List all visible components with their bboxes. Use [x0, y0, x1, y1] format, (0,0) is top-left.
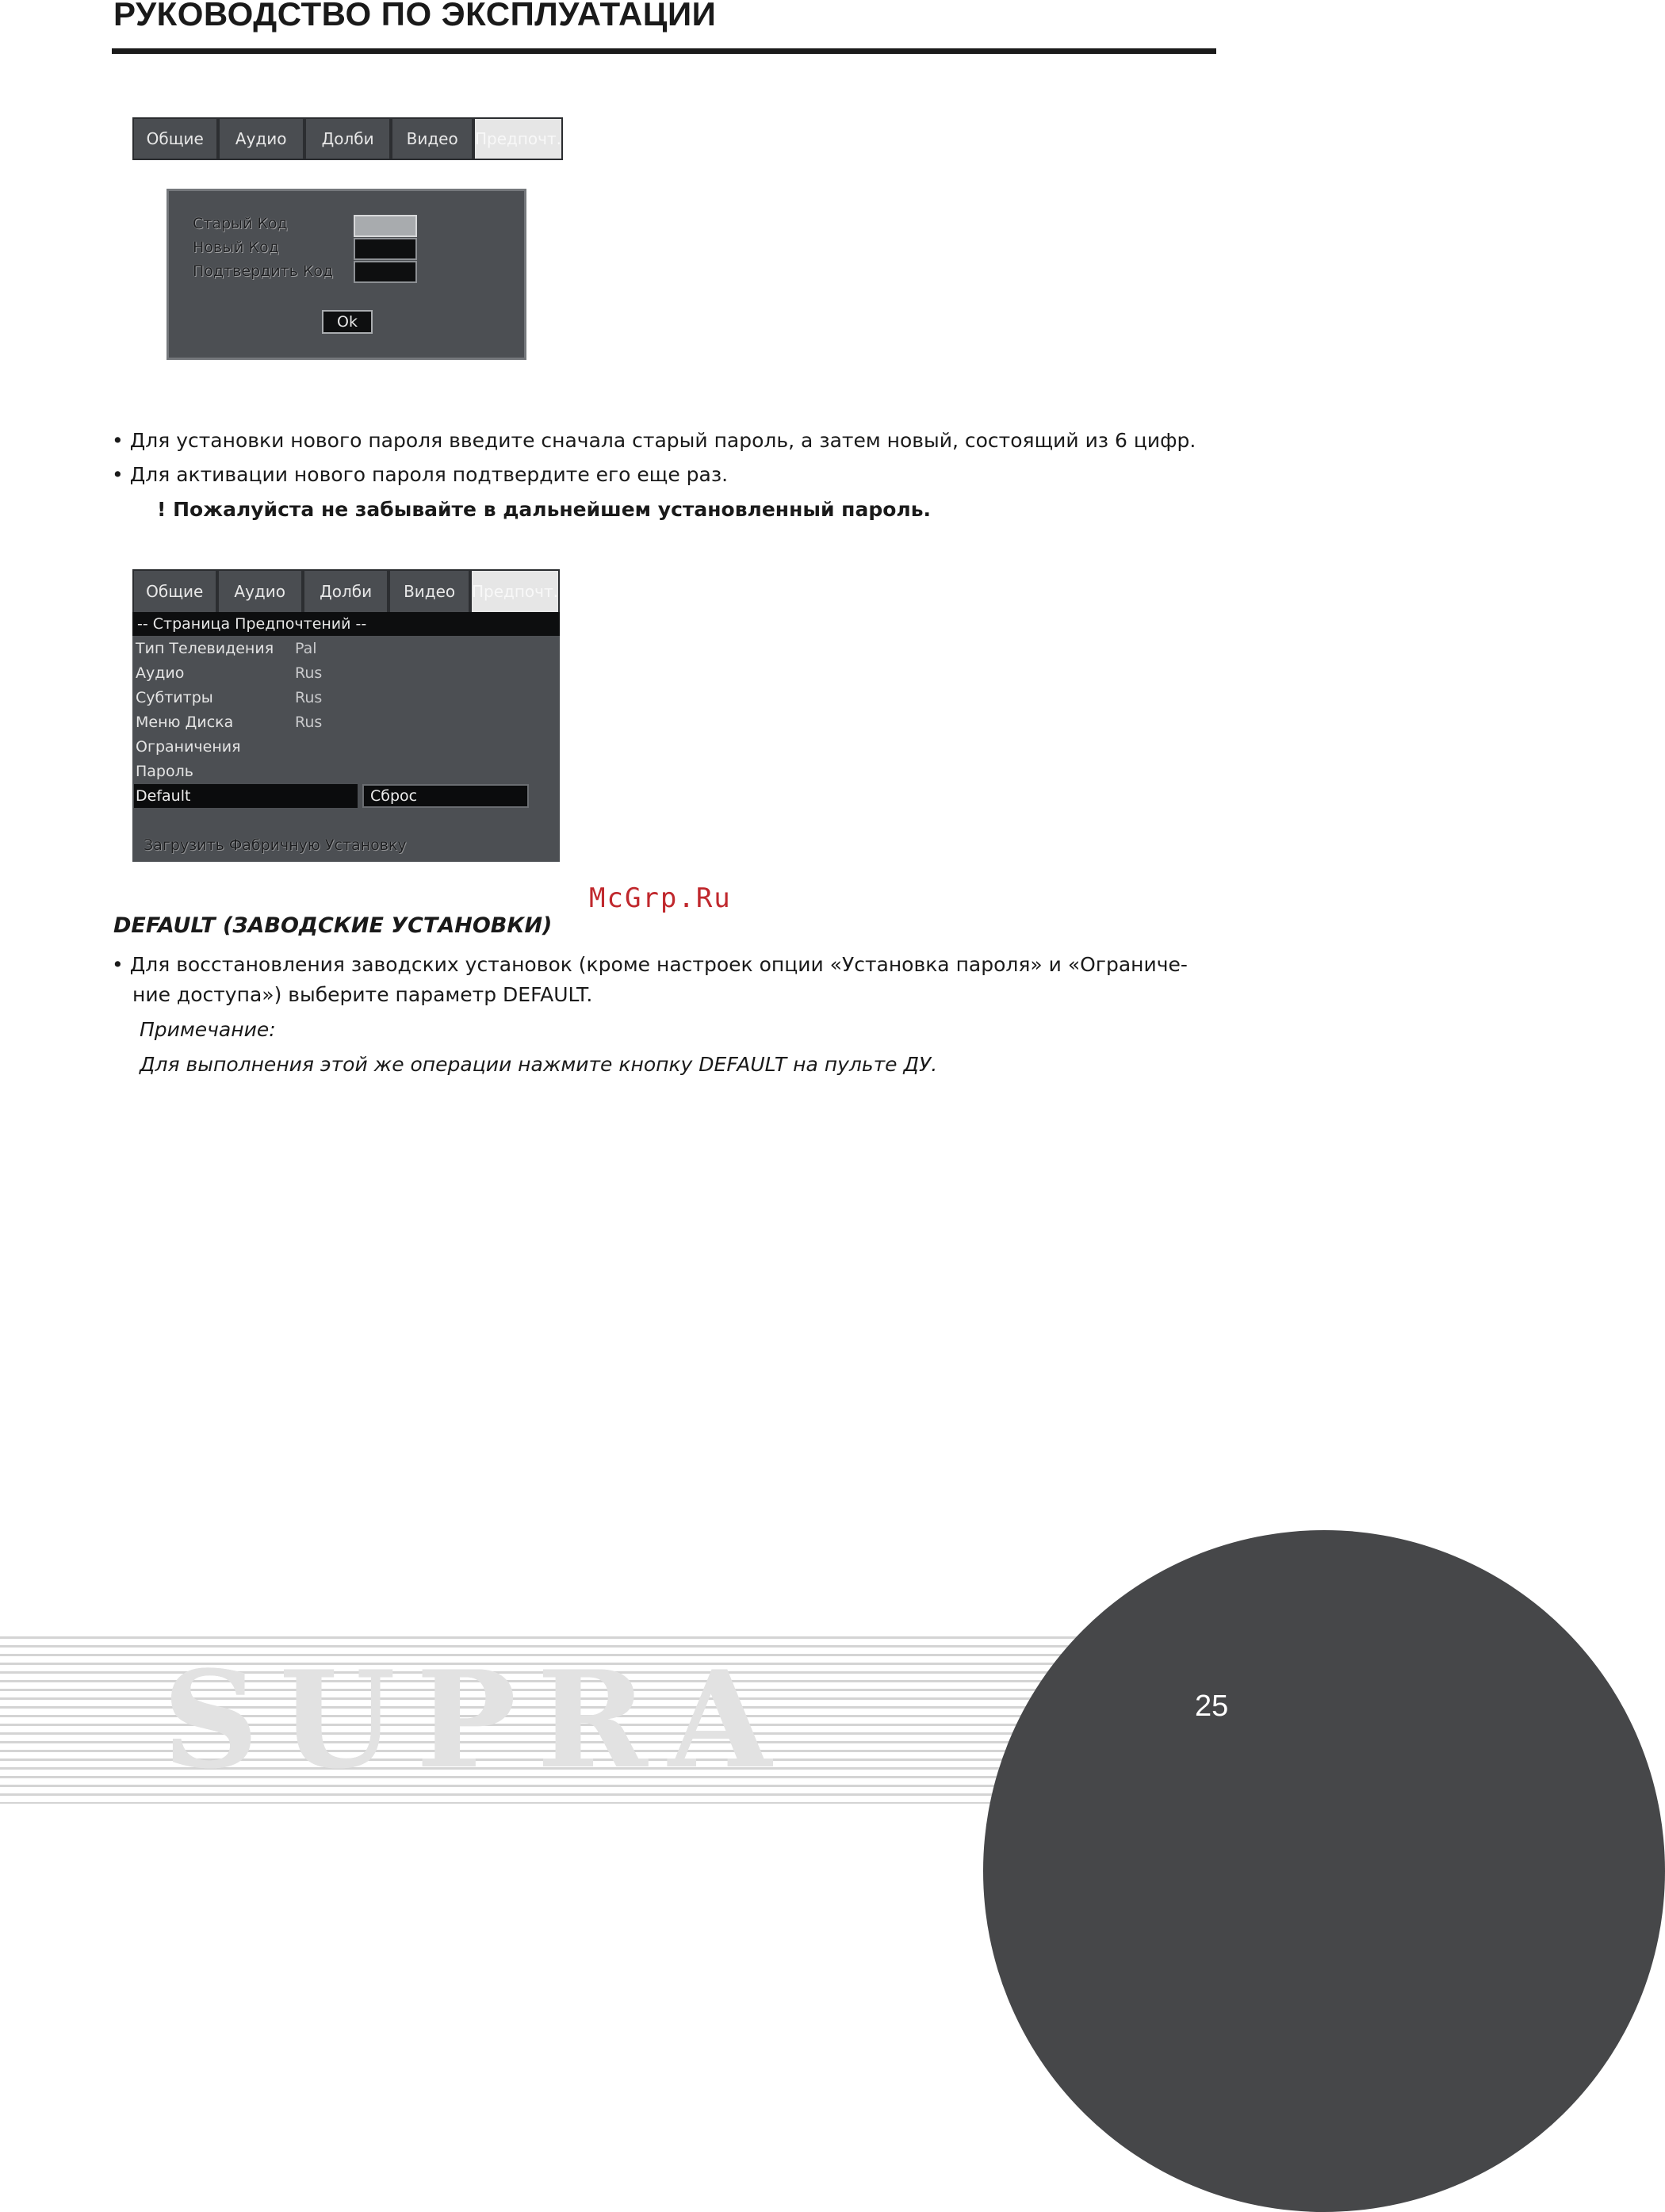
note-label: Примечание:	[140, 1018, 276, 1041]
default-text-line-1: • Для восстановления заводских установок (кроме настроек опции «Установка пароля» и «Ограниче-	[112, 953, 1188, 976]
pref-row-disc-menu[interactable]	[136, 710, 323, 734]
old-code-label: Старый Код	[193, 215, 288, 232]
ok-button[interactable]: Ok	[322, 310, 373, 334]
password-dialog	[166, 189, 526, 360]
page-number: 25	[1195, 1690, 1229, 1723]
pref-label: Пароль	[136, 763, 193, 780]
tab-preferences[interactable]: Предпочт.	[472, 571, 558, 612]
pref-row-restrictions[interactable]	[136, 735, 241, 759]
instruction-line-1: • Для установки нового пароля введите сначала старый пароль, а затем новый, состоящий из 6 цифр.	[112, 429, 1196, 452]
pref-row-subtitles[interactable]	[136, 686, 323, 710]
pref-row-password[interactable]	[136, 760, 193, 783]
pref-label: Субтитры	[136, 689, 213, 706]
header-rule	[112, 48, 1216, 54]
pref-row-audio[interactable]	[136, 661, 323, 685]
tab-audio[interactable]: Аудио	[220, 119, 306, 159]
page-title: РУКОВОДСТВО ПО ЭКСПЛУАТАЦИИ	[113, 0, 717, 33]
pref-row-tv-type[interactable]	[136, 637, 317, 660]
pref-label: Тип Телевидения	[136, 640, 274, 657]
tab-dolby[interactable]: Долби	[306, 119, 392, 159]
brand-logo: SUPRA	[163, 1641, 793, 1798]
section-title: DEFAULT (ЗАВОДСКИЕ УСТАНОВКИ)	[113, 913, 553, 938]
osd-tabbar-preferences	[132, 569, 560, 612]
pref-label: Аудио	[136, 664, 185, 682]
pref-value: Rus	[295, 664, 323, 682]
preferences-header: -- Страница Предпочтений --	[132, 612, 560, 636]
tab-video[interactable]: Видео	[390, 571, 472, 612]
pref-value: Rus	[295, 689, 323, 706]
reset-button[interactable]: Сброс	[362, 784, 529, 808]
pref-row-default[interactable]: Default	[134, 784, 358, 808]
tab-video[interactable]: Видео	[392, 119, 475, 159]
tab-preferences[interactable]: Предпочт.	[475, 119, 561, 159]
instruction-line-2: • Для активации нового пароля подтвердите его еще раз.	[112, 463, 729, 486]
password-warning: ! Пожалуйста не забывайте в дальнейшем установленный пароль.	[157, 498, 932, 521]
old-code-input[interactable]	[354, 215, 417, 237]
new-code-label: Новый Код	[193, 239, 279, 256]
new-code-input[interactable]	[354, 238, 417, 260]
osd-tabbar-password	[132, 117, 563, 160]
pref-label: Ограничения	[136, 738, 241, 756]
watermark: McGrp.Ru	[589, 882, 732, 914]
page-corner	[983, 1530, 1665, 2212]
pref-value: Rus	[295, 714, 323, 731]
tab-dolby[interactable]: Долби	[304, 571, 390, 612]
confirm-code-input[interactable]	[354, 261, 417, 283]
pref-value: Pal	[295, 640, 317, 657]
confirm-code-label: Подтвердить Код	[193, 262, 334, 280]
preferences-page	[132, 612, 560, 862]
tab-general[interactable]: Общие	[134, 119, 220, 159]
pref-label: Меню Диска	[136, 714, 234, 731]
tab-audio[interactable]: Аудио	[219, 571, 304, 612]
default-text-line-2: ние доступа») выберите параметр DEFAULT.	[132, 983, 593, 1006]
status-line: Загрузить Фабричную Установку	[144, 836, 407, 854]
tab-general[interactable]: Общие	[134, 571, 219, 612]
note-text: Для выполнения этой же операции нажмите кнопку DEFAULT на пульте ДУ.	[140, 1053, 938, 1076]
